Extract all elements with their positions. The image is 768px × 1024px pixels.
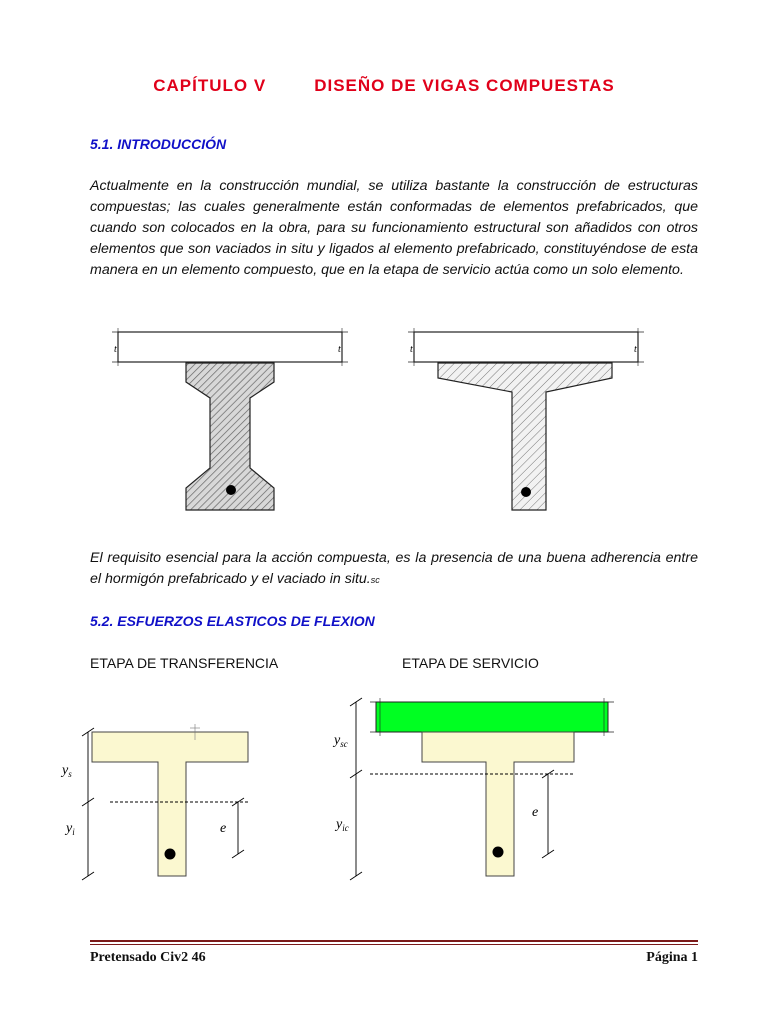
- footer-divider: [90, 940, 698, 942]
- svg-text:t: t: [338, 344, 341, 355]
- stage-service-label: ETAPA DE SERVICIO: [402, 655, 539, 671]
- section-heading-flexion: 5.2. ESFUERZOS ELASTICOS DE FLEXION: [90, 613, 375, 629]
- requirement-suffix: sc: [370, 575, 380, 585]
- page-number: Página 1: [646, 950, 698, 965]
- label-yi: $y_i$: [66, 821, 75, 837]
- svg-text:t: t: [410, 344, 413, 355]
- tendon-dot: [165, 849, 176, 860]
- footer-course: Pretensado Civ2 46: [90, 950, 206, 965]
- tendon-dot: [493, 847, 504, 858]
- i-beam-composite: [112, 328, 348, 510]
- label-yic: $y_{ic}$: [336, 817, 349, 833]
- transfer-t-beam: [60, 724, 248, 880]
- label-e-transfer: e: [220, 821, 227, 836]
- section-heading-intro: 5.1. INTRODUCCIÓN: [90, 136, 227, 152]
- chapter-number: CAPÍTULO V: [153, 76, 267, 95]
- cast-in-place-slab: [376, 702, 608, 732]
- t-beam-composite: [408, 328, 644, 510]
- label-ysc: $y_{sc}$: [334, 733, 348, 749]
- svg-text:t: t: [634, 344, 637, 355]
- chapter-title: [0, 76, 768, 96]
- chapter-name: DISEÑO DE VIGAS COMPUESTAS: [314, 76, 615, 95]
- footer-divider-thin: [90, 944, 698, 945]
- cast-in-place-slab: [118, 332, 342, 362]
- svg-text:t: t: [114, 344, 117, 355]
- label-e-service: e: [532, 805, 539, 820]
- composite-sections-figure: [90, 320, 690, 520]
- intro-paragraph: Actualmente en la construcción mundial, se utiliza bastante la construcción de estructuras compuestas; las cuales generalmente están conformadas de elementos prefabricados, que cuando son colocados en la obra, para su funcionamiento estructural son añadidos con otros elementos que son vaciados in situ y ligados al elemento prefabricado, constituyéndose de esta manera en un elemento compuesto, que en la etapa de servicio actúa como un solo elemento.: [90, 178, 698, 278]
- tendon-dot: [226, 485, 236, 495]
- tendon-dot: [521, 487, 531, 497]
- requirement-paragraph: El requisito esencial para la acción compuesta, es la presencia de una buena adherencia entre el hormigón prefabricado y el vaciado in situ.sc: [90, 550, 698, 587]
- stress-sections-figure: [62, 690, 700, 890]
- label-ys: $y_s$: [62, 763, 72, 779]
- cast-in-place-slab: [414, 332, 638, 362]
- service-t-beam: [332, 698, 614, 880]
- stage-transfer-label: ETAPA DE TRANSFERENCIA: [90, 655, 279, 671]
